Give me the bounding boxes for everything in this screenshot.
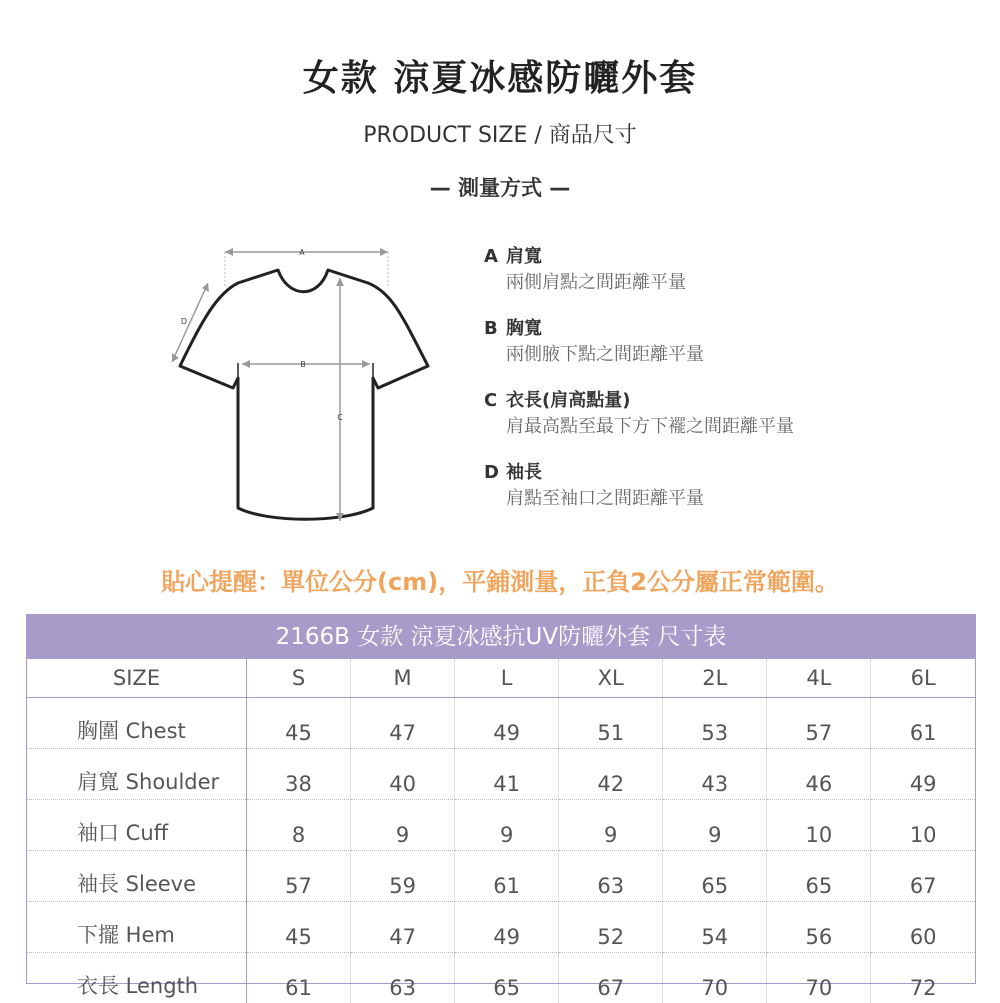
table-cell: 70 bbox=[767, 953, 871, 1003]
header-4l: 4L bbox=[767, 659, 871, 698]
legend-description: 兩側肩點之間距離平量 bbox=[484, 270, 904, 296]
table-cell: 52 bbox=[559, 902, 663, 953]
table-cell: 9 bbox=[455, 800, 559, 851]
diagram-label-d: D bbox=[181, 317, 187, 326]
table-row bbox=[27, 953, 975, 1003]
table-cell: 65 bbox=[455, 953, 559, 1003]
table-cell: 65 bbox=[663, 851, 767, 902]
table-row bbox=[27, 698, 975, 749]
header-s: S bbox=[247, 659, 351, 698]
table-cell: 70 bbox=[663, 953, 767, 1003]
legend-item-a bbox=[484, 244, 904, 296]
table-cell: 60 bbox=[871, 902, 975, 953]
tshirt-measurement-diagram bbox=[168, 238, 443, 530]
table-cell: 42 bbox=[559, 749, 663, 800]
header-6l: 6L bbox=[871, 659, 975, 698]
table-cell: 45 bbox=[247, 902, 351, 953]
legend-item-c bbox=[484, 388, 904, 440]
table-cell: 9 bbox=[351, 800, 455, 851]
table-cell: 9 bbox=[663, 800, 767, 851]
measurement-notice: 貼心提醒：單位公分(cm)，平鋪測量，正負2公分屬正常範圍。 bbox=[0, 562, 1000, 597]
size-table bbox=[26, 614, 976, 984]
row-label: 袖口 Cuff bbox=[27, 800, 247, 851]
legend-letter: C bbox=[484, 388, 506, 414]
table-cell: 65 bbox=[767, 851, 871, 902]
table-cell: 43 bbox=[663, 749, 767, 800]
legend-name: 肩寬 bbox=[506, 246, 542, 267]
legend-name: 胸寬 bbox=[506, 318, 542, 339]
table-cell: 63 bbox=[559, 851, 663, 902]
legend-description: 兩側腋下點之間距離平量 bbox=[484, 342, 904, 368]
diagram-label-a: A bbox=[299, 248, 305, 257]
table-cell: 45 bbox=[247, 698, 351, 749]
page-title: 女款 涼夏冰感防曬外套 bbox=[0, 50, 1000, 101]
table-cell: 56 bbox=[767, 902, 871, 953]
header-m: M bbox=[351, 659, 455, 698]
table-cell: 10 bbox=[767, 800, 871, 851]
size-table-grid bbox=[27, 659, 975, 1003]
measurement-method-heading: — 測量方式 — bbox=[0, 172, 1000, 202]
table-cell: 61 bbox=[455, 851, 559, 902]
row-label: 肩寬 Shoulder bbox=[27, 749, 247, 800]
header-xl: XL bbox=[559, 659, 663, 698]
table-cell: 59 bbox=[351, 851, 455, 902]
measurement-legend bbox=[484, 244, 904, 532]
tshirt-outline bbox=[180, 270, 428, 519]
table-cell: 47 bbox=[351, 698, 455, 749]
table-cell: 38 bbox=[247, 749, 351, 800]
legend-letter: B bbox=[484, 316, 506, 342]
diagram-label-c: C bbox=[337, 413, 343, 422]
table-cell: 46 bbox=[767, 749, 871, 800]
header-2l: 2L bbox=[663, 659, 767, 698]
legend-description: 肩最高點至最下方下襬之間距離平量 bbox=[484, 414, 904, 440]
header-l: L bbox=[455, 659, 559, 698]
table-row bbox=[27, 902, 975, 953]
table-cell: 72 bbox=[871, 953, 975, 1003]
table-row bbox=[27, 749, 975, 800]
row-label: 胸圍 Chest bbox=[27, 698, 247, 749]
legend-letter: D bbox=[484, 460, 506, 486]
legend-item-d bbox=[484, 460, 904, 512]
table-cell: 49 bbox=[871, 749, 975, 800]
product-size-subtitle: PRODUCT SIZE / 商品尺寸 bbox=[0, 118, 1000, 149]
table-cell: 9 bbox=[559, 800, 663, 851]
table-cell: 8 bbox=[247, 800, 351, 851]
header-size: SIZE bbox=[27, 659, 247, 698]
table-cell: 57 bbox=[767, 698, 871, 749]
size-table-body bbox=[27, 698, 975, 1003]
table-cell: 54 bbox=[663, 902, 767, 953]
table-row bbox=[27, 851, 975, 902]
table-cell: 57 bbox=[247, 851, 351, 902]
legend-item-b bbox=[484, 316, 904, 368]
legend-name: 衣長(肩高點量) bbox=[506, 390, 630, 411]
size-table-title: 2166B 女款 涼夏冰感抗UV防曬外套 尺寸表 bbox=[27, 615, 975, 659]
table-cell: 47 bbox=[351, 902, 455, 953]
size-header-row bbox=[27, 659, 975, 698]
legend-name: 袖長 bbox=[506, 462, 542, 483]
table-cell: 61 bbox=[871, 698, 975, 749]
table-cell: 49 bbox=[455, 698, 559, 749]
table-cell: 67 bbox=[559, 953, 663, 1003]
table-cell: 63 bbox=[351, 953, 455, 1003]
table-row bbox=[27, 800, 975, 851]
legend-description: 肩點至袖口之間距離平量 bbox=[484, 486, 904, 512]
table-cell: 53 bbox=[663, 698, 767, 749]
row-label: 衣長 Length bbox=[27, 953, 247, 1003]
diagram-label-b: B bbox=[300, 360, 306, 369]
table-cell: 61 bbox=[247, 953, 351, 1003]
legend-letter: A bbox=[484, 244, 506, 270]
table-cell: 10 bbox=[871, 800, 975, 851]
table-cell: 51 bbox=[559, 698, 663, 749]
row-label: 袖長 Sleeve bbox=[27, 851, 247, 902]
table-cell: 41 bbox=[455, 749, 559, 800]
row-label: 下擺 Hem bbox=[27, 902, 247, 953]
table-cell: 67 bbox=[871, 851, 975, 902]
table-cell: 49 bbox=[455, 902, 559, 953]
table-cell: 40 bbox=[351, 749, 455, 800]
